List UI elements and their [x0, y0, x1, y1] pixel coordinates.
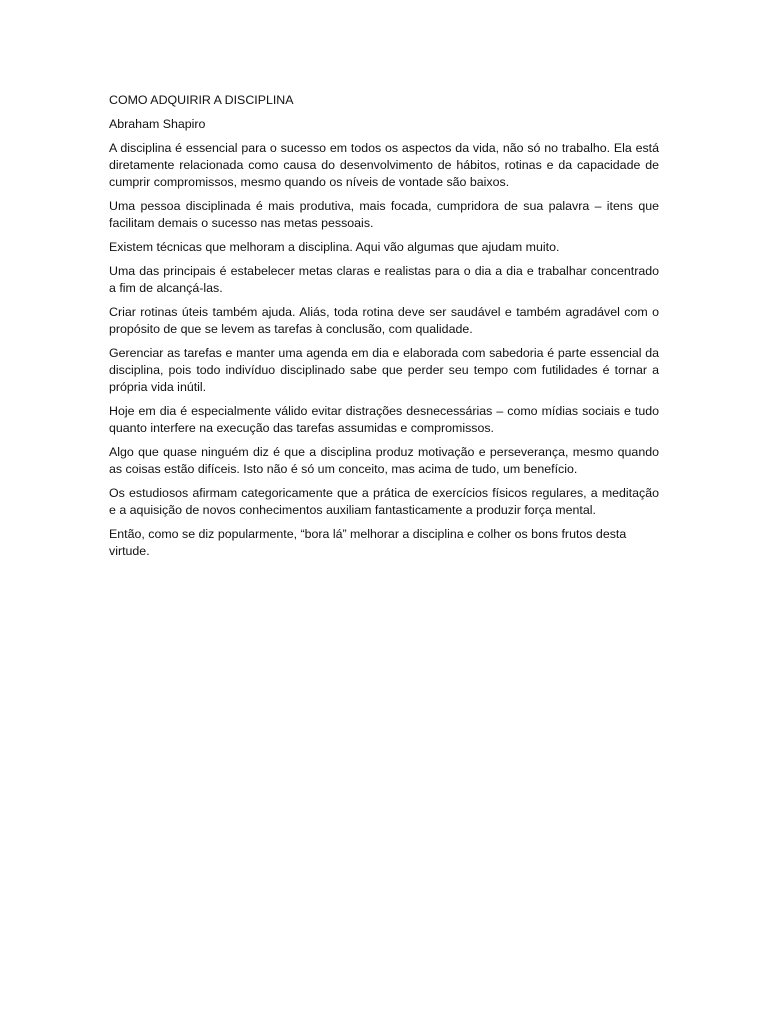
paragraph-8: Algo que quase ninguém diz é que a disciplina produz motivação e perseverança, mesmo quando as coisas estão difíceis. Isto não é só um conceito, mas acima de tudo, um benefício.	[109, 445, 659, 476]
paragraph-7: Hoje em dia é especialmente válido evitar distrações desnecessárias – como mídias sociais e tudo quanto interfere na execução das tarefas assumidas e compromissos.	[109, 404, 659, 435]
paragraph-3: Existem técnicas que melhoram a disciplina. Aqui vão algumas que ajudam muito.	[109, 240, 560, 254]
document-author: Abraham Shapiro	[109, 117, 206, 131]
paragraph-5: Criar rotinas úteis também ajuda. Aliás, toda rotina deve ser saudável e também agradável com o propósito de que se levem as tarefas à conclusão, com qualidade.	[109, 305, 659, 336]
paragraph-2: Uma pessoa disciplinada é mais produtiva, mais focada, cumpridora de sua palavra – itens que facilitam demais o sucesso nas metas pessoais.	[109, 199, 659, 230]
document-body	[109, 92, 659, 567]
paragraph-4: Uma das principais é estabelecer metas claras e realistas para o dia a dia e trabalhar concentrado a fim de alcançá-las.	[109, 264, 659, 295]
paragraph-1: A disciplina é essencial para o sucesso em todos os aspectos da vida, não só no trabalho. Ela está diretamente relacionada como causa do desenvolvimento de hábitos, rotinas e da capacidade de cumprir compromissos, mesmo quando os níveis de vontade são baixos.	[109, 141, 659, 189]
paragraph-9: Os estudiosos afirmam categoricamente que a prática de exercícios físicos regulares, a meditação e a aquisição de novos conhecimentos auxiliam fantasticamente a produzir força mental.	[109, 486, 659, 517]
document-title: COMO ADQUIRIR A DISCIPLINA	[109, 93, 294, 107]
paragraph-6: Gerenciar as tarefas e manter uma agenda em dia e elaborada com sabedoria é parte essencial da disciplina, pois todo indivíduo disciplinado sabe que perder seu tempo com futilidades é tornar a própria vida inútil.	[109, 346, 659, 394]
paragraph-10: Então, como se diz popularmente, “bora lá” melhorar a disciplina e colher os bons frutos desta virtude.	[109, 527, 627, 558]
